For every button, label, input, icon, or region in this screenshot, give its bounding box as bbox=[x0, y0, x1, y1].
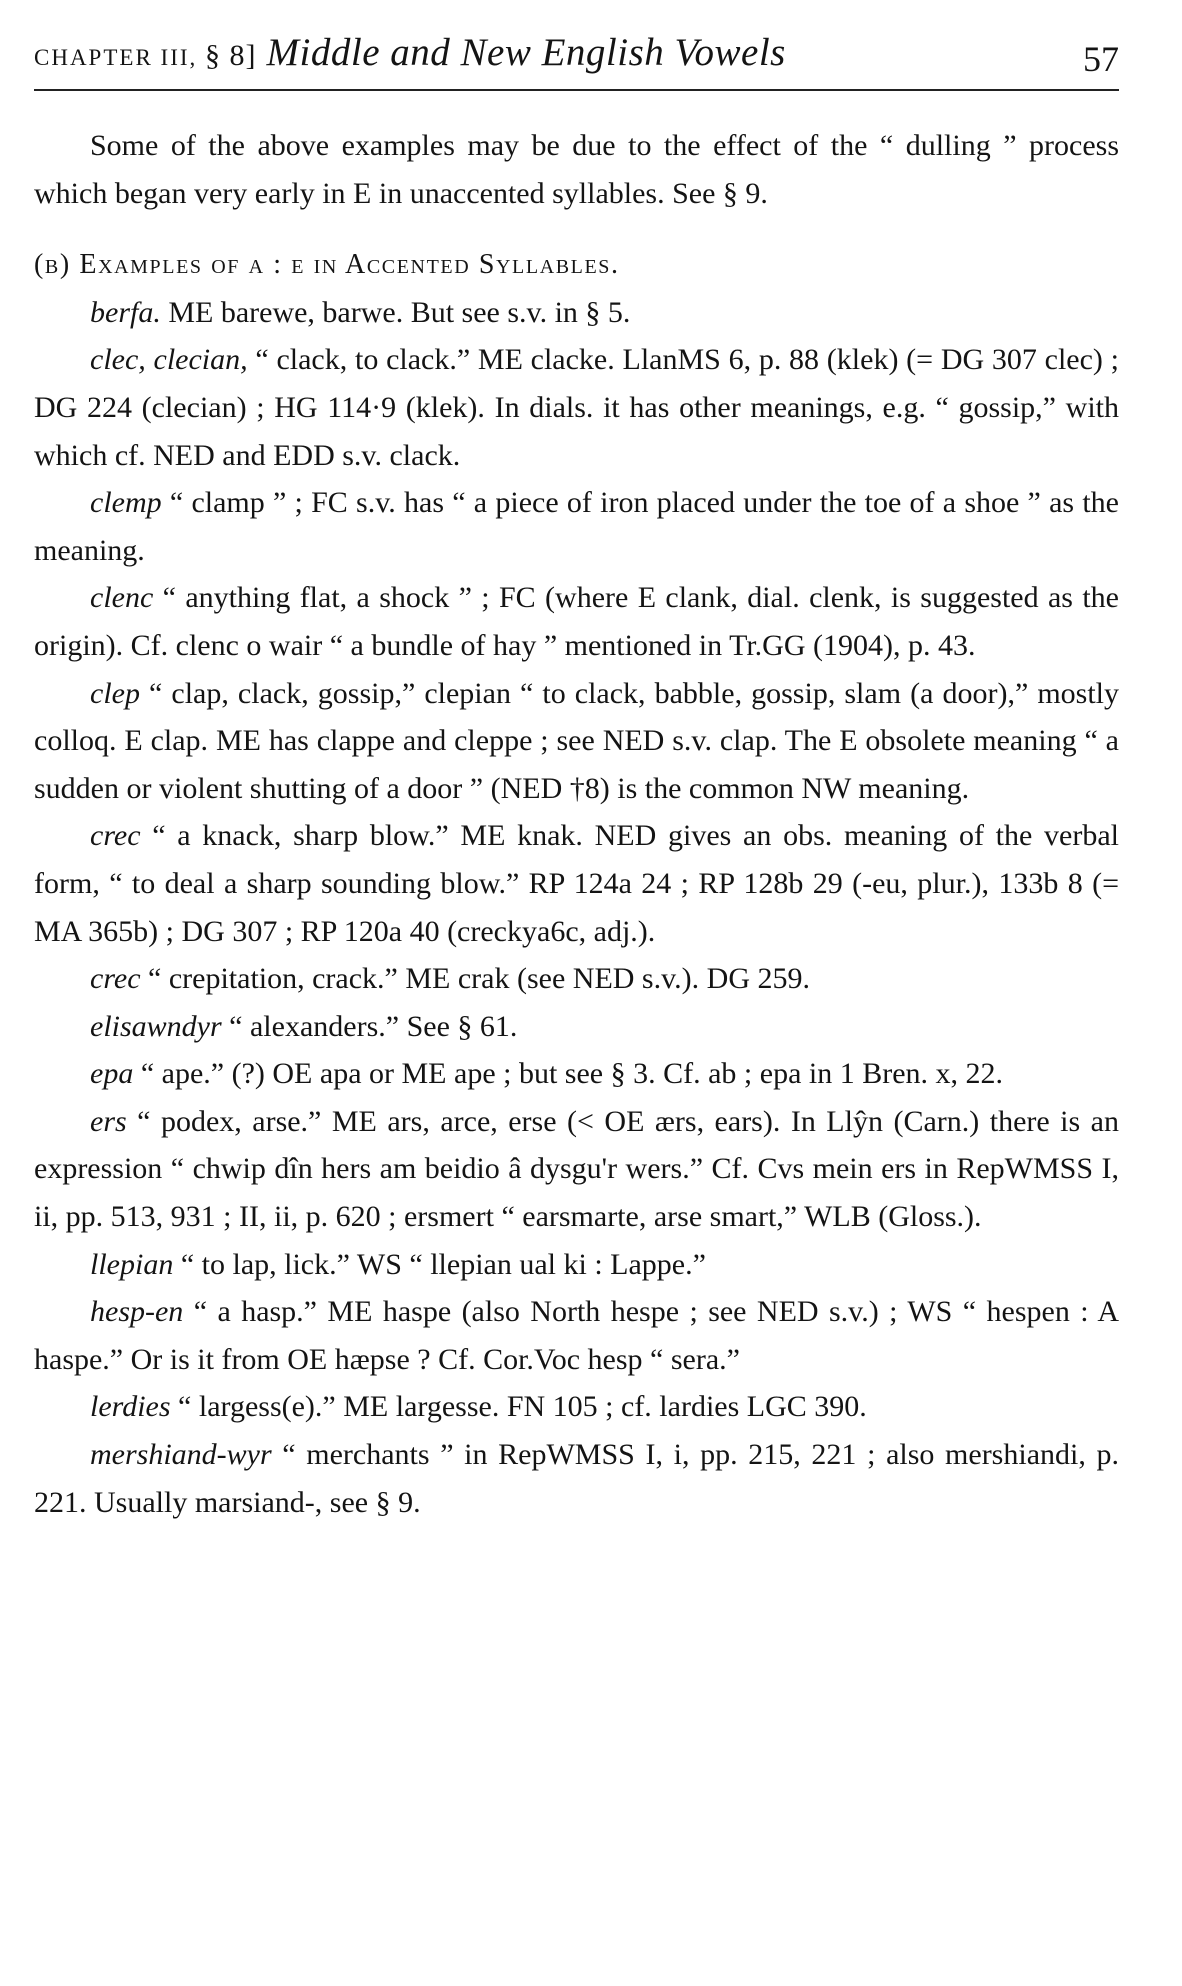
entry-text: “ anything flat, a shock ” ; FC (where E clank, dial. clenk, is suggested as the origin). Cf. clenc o wair “ a bundle of hay ” mentioned in Tr.GG (1904), p. 43. bbox=[34, 581, 1119, 662]
section-heading: (b) Examples of a : e in Accented Syllables. bbox=[34, 249, 620, 281]
running-head-left bbox=[34, 30, 786, 75]
entry-headword: clenc bbox=[90, 581, 154, 615]
entry-epa bbox=[34, 1050, 1119, 1098]
entry-llepian bbox=[34, 1241, 1119, 1289]
entry-headword: clep bbox=[90, 676, 140, 710]
entry-headword: ers bbox=[90, 1104, 127, 1138]
entry-text: ME barewe, barwe. But see s.v. in § 5. bbox=[160, 295, 631, 329]
entry-elisawndyr bbox=[34, 1003, 1119, 1051]
entry-text: “ crepitation, crack.” ME crak (see NED s.v.). DG 259. bbox=[140, 962, 810, 996]
entry-headword: llepian bbox=[90, 1247, 174, 1281]
entry-hesp-en bbox=[34, 1288, 1119, 1383]
entry-headword: clemp bbox=[90, 486, 162, 520]
entry-headword: epa bbox=[90, 1057, 134, 1091]
entry-headword: elisawndyr bbox=[90, 1009, 222, 1043]
entry-text: “ clamp ” ; FC s.v. has “ a piece of iron placed under the toe of a shoe ” as the meaning. bbox=[34, 486, 1119, 567]
entry-headword: crec bbox=[90, 819, 141, 853]
entry-crec-crack bbox=[34, 955, 1119, 1003]
entry-clenc bbox=[34, 574, 1119, 669]
entry-text: “ alexanders.” See § 61. bbox=[221, 1009, 518, 1043]
section-reference: § 8] bbox=[205, 39, 257, 72]
entry-text: “ to lap, lick.” WS “ llepian ual ki : Lappe.” bbox=[173, 1247, 706, 1281]
entry-text: “ clap, clack, gossip,” clepian “ to clack, babble, gossip, slam (a door),” mostly colloq. E clap. ME has clappe and cleppe ; see NED s.v. clap. The E obsolete meaning “ a sudden or violent shutting of a door ” (NED †8) is the common NW meaning. bbox=[34, 676, 1119, 805]
running-title: Middle and New English Vowels bbox=[266, 31, 786, 74]
entry-ers bbox=[34, 1098, 1119, 1241]
entry-clep bbox=[34, 670, 1119, 813]
entry-berfa bbox=[34, 289, 1119, 337]
page-number: 57 bbox=[1083, 39, 1119, 79]
entry-clemp bbox=[34, 479, 1119, 574]
running-head bbox=[34, 0, 1119, 92]
entry-text: “ podex, arse.” ME ars, arce, erse (< OE ærs, ears). In Llŷn (Carn.) there is an expression “ chwip dîn hers am beidio â dysgu'r wers.” Cf. Cvs mein ers in RepWMSS I, ii, pp. 513, 931 ; II, ii, p. 620 ; ersmert “ earsmarte, arse smart,” WLB (Gloss.). bbox=[34, 1104, 1119, 1234]
entry-lerdies bbox=[34, 1383, 1119, 1431]
entry-headword: clec, clecian, bbox=[90, 343, 248, 377]
entry-text: “ clack, to clack.” ME clacke. LlanMS 6, p. 88 (klek) (= DG 307 clec) ; DG 224 (clecian) ; HG 114·9 (klek). In dials. it has other meanings, e.g. “ gossip,” with which cf. NED and EDD s.v. clack. bbox=[34, 343, 1120, 472]
entry-headword: mershiand-wyr bbox=[90, 1438, 272, 1472]
entry-crec-knack bbox=[34, 812, 1119, 955]
intro-paragraph: Some of the above examples may be due to the effect of the “ dulling ” process which began very early in E in unaccented syllables. See § 9. bbox=[34, 129, 1119, 210]
header-rule bbox=[34, 89, 1119, 91]
entry-text: “ a knack, sharp blow.” ME knak. NED gives an obs. meaning of the verbal form, “ to deal a sharp sounding blow.” RP 124a 24 ; RP 128b 29 (-eu, plur.), 133b 8 (= MA 365b) ; DG 307 ; RP 120a 40 (creckya6c, adj.). bbox=[34, 819, 1119, 948]
entry-text: “ ape.” (?) OE apa or ME ape ; but see § 3. Cf. ab ; epa in 1 Bren. x, 22. bbox=[133, 1057, 1004, 1091]
chapter-reference: CHAPTER III, bbox=[34, 45, 206, 70]
entry-text: “ a hasp.” ME haspe (also North hespe ; see NED s.v.) ; WS “ hespen : A haspe.” Or is it from OE hæpse ? Cf. Cor.Voc hesp “ sera.” bbox=[34, 1295, 1119, 1376]
entry-mershiand-wyr bbox=[34, 1431, 1119, 1526]
entry-headword: hesp-en bbox=[90, 1295, 184, 1329]
entry-headword: crec bbox=[90, 962, 141, 996]
entry-headword: lerdies bbox=[90, 1390, 171, 1424]
entry-text: “ merchants ” in RepWMSS I, i, pp. 215, 221 ; also mershiandi, p. 221. Usually marsiand-, see § 9. bbox=[34, 1438, 1119, 1519]
page-body bbox=[34, 92, 1119, 1526]
entry-clec bbox=[34, 336, 1119, 479]
book-page bbox=[34, 0, 1119, 1526]
entry-text: “ largess(e).” ME largesse. FN 105 ; cf. lardies LGC 390. bbox=[170, 1390, 867, 1424]
entry-headword: berfa. bbox=[90, 295, 161, 329]
